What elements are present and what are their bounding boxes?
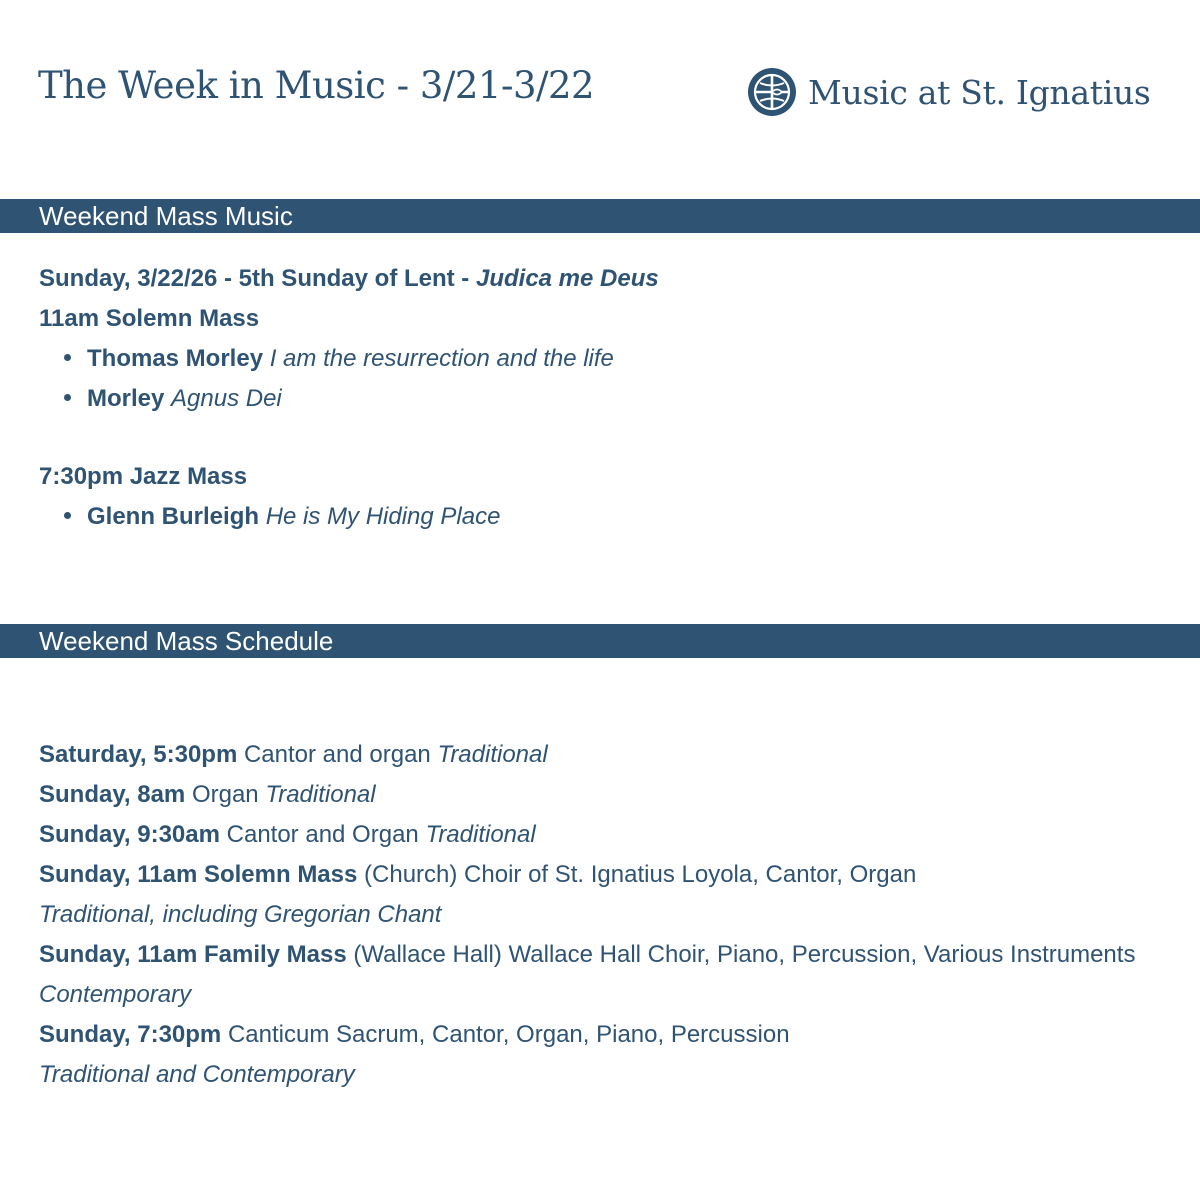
brand — [746, 66, 1151, 118]
brand-name: Music at St. Ignatius — [808, 72, 1151, 112]
schedule-details: (Wallace Hall) Wallace Hall Choir, Piano, Percussion, Various Instruments — [353, 941, 1136, 968]
schedule-details: Cantor and Organ — [226, 821, 419, 848]
schedule-row — [39, 1019, 790, 1051]
schedule-style: Traditional and Contemporary — [39, 1061, 355, 1088]
schedule-when: Sunday, 7:30pm — [39, 1021, 222, 1048]
schedule-style-row — [39, 1059, 355, 1091]
work-title: Agnus Dei — [171, 385, 282, 412]
list-item — [64, 501, 500, 533]
section-heading-mass-music: Weekend Mass Music — [0, 199, 1200, 233]
schedule-details: Cantor and organ — [243, 741, 431, 768]
schedule-row — [39, 739, 548, 771]
schedule-details: (Church) Choir of St. Ignatius Loyola, Cantor, Organ — [364, 861, 917, 888]
work-title: He is My Hiding Place — [265, 503, 501, 530]
schedule-row — [39, 939, 1135, 971]
schedule-when: Sunday, 8am — [39, 781, 186, 808]
schedule-style: Traditional — [425, 821, 536, 848]
composer-name: Morley — [87, 385, 165, 412]
schedule-style-row — [39, 899, 441, 931]
list-item — [64, 343, 614, 375]
schedule-when: Saturday, 5:30pm — [39, 741, 238, 768]
composer-name: Glenn Burleigh — [87, 503, 260, 530]
music-day-label: Sunday, 3/22/26 - 5th Sunday of Lent - — [39, 265, 470, 292]
page-title: The Week in Music - 3/21-3/22 — [38, 64, 595, 107]
schedule-style-row — [39, 979, 191, 1011]
bullet-dot — [64, 394, 71, 401]
mass-label-text: 7:30pm Jazz Mass — [39, 463, 248, 490]
schedule-style: Traditional, including Gregorian Chant — [39, 901, 442, 928]
bullet-dot — [64, 512, 71, 519]
section-heading-mass-schedule: Weekend Mass Schedule — [0, 624, 1200, 658]
work-title: I am the resurrection and the life — [269, 345, 614, 372]
schedule-style: Traditional — [265, 781, 376, 808]
schedule-style: Contemporary — [39, 981, 192, 1008]
composer-name: Thomas Morley — [87, 345, 264, 372]
schedule-when: Sunday, 9:30am — [39, 821, 220, 848]
schedule-style: Traditional — [437, 741, 548, 768]
music-day-line — [39, 263, 659, 295]
mass-label-text: 11am Solemn Mass — [39, 305, 260, 332]
schedule-when: Sunday, 11am Family Mass — [39, 941, 347, 968]
mass-label-jazz — [39, 461, 247, 493]
music-day-italic: Judica me Deus — [469, 265, 659, 292]
globe-cross-icon — [746, 66, 798, 118]
schedule-row — [39, 779, 376, 811]
list-item — [64, 383, 282, 415]
schedule-when: Sunday, 11am Solemn Mass — [39, 861, 358, 888]
schedule-details: Canticum Sacrum, Cantor, Organ, Piano, Percussion — [227, 1021, 790, 1048]
schedule-row — [39, 819, 536, 851]
schedule-row — [39, 859, 916, 891]
schedule-details: Organ — [191, 781, 259, 808]
mass-label-solemn — [39, 303, 259, 335]
bullet-dot — [64, 354, 71, 361]
